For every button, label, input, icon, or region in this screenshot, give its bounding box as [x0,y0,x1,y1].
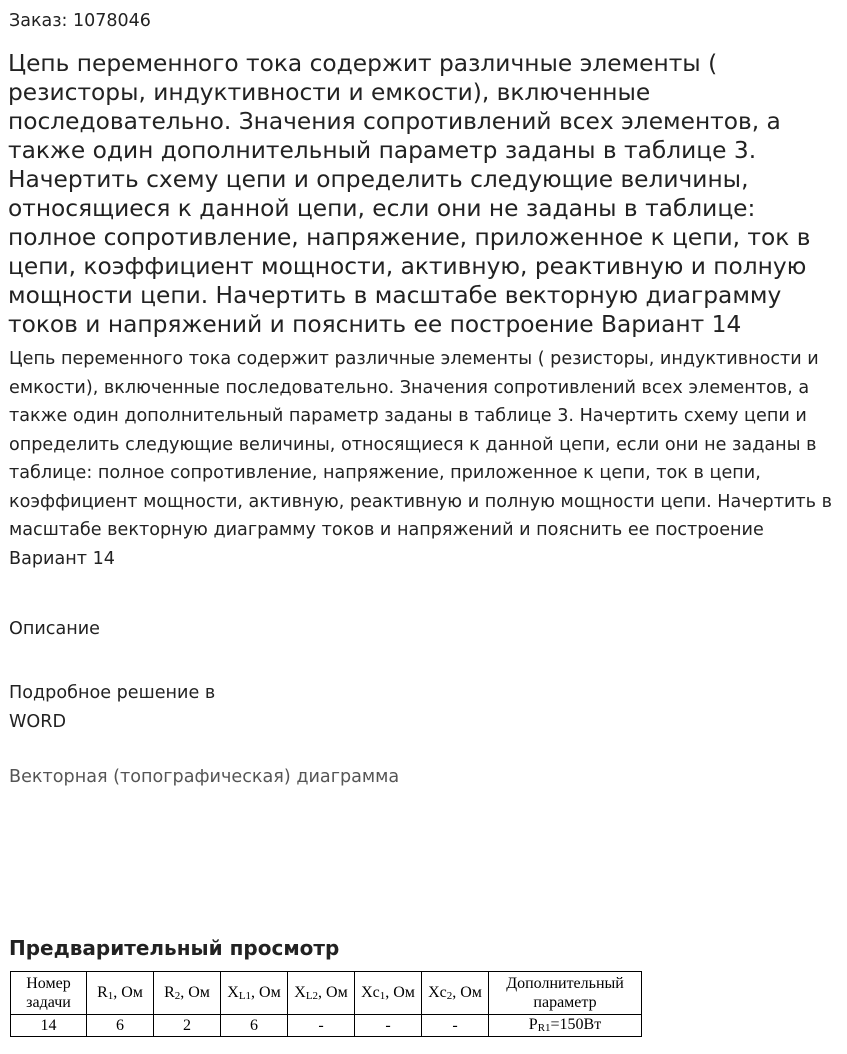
table-header-row [11,972,642,1015]
task-heading: Цепь переменного тока содержит различные элементы ( резисторы, индуктивности и емкости), включенные последовательно. Значения сопротивлений всех элементов, а также один дополнительный параметр заданы в таблице 3. Начертить схему цепи и определить следующие величины, относящиеся к данной цепи, если они не заданы в таблице: полное сопротивление, напряжение, приложенное к цепи, ток в цепи, коэффициент мощности, активную, реактивную и полную мощности цепи. Начертить в масштабе векторную диаграмму токов и напряжений и пояснить ее построение Вариант 14 [8,50,811,338]
solution-note: Подробное решение в WORD [9,683,216,732]
cell-extra-parameter: $P_{R1}=150Вт$ [489,1015,642,1037]
diagram-label: Векторная (топографическая) диаграмма [9,767,400,787]
header-xl1: $X_{L1}$, Ом [221,972,288,1015]
cell-xc1: - [355,1015,422,1037]
header-task-number: Номер задачи [11,972,87,1015]
header-extra-parameter: Дополнительный параметр [489,972,642,1015]
header-r2: $R_2$, Ом [154,972,221,1015]
header-xc2: $Xc_2$, Ом [422,972,489,1015]
cell-r1: 6 [87,1015,154,1037]
header-r1: $R_1$, Ом [87,972,154,1015]
cell-xl2: - [288,1015,355,1037]
parameters-table [10,971,642,1037]
cell-xc2: - [422,1015,489,1037]
description-label: Описание [9,619,101,639]
header-xl2: $X_{L2}$, Ом [288,972,355,1015]
cell-task-number: 14 [11,1015,87,1037]
cell-r2: 2 [154,1015,221,1037]
table-row [11,1015,642,1037]
order-number: Заказ: 1078046 [9,11,151,31]
header-xc1: $Xc_1$, Ом [355,972,422,1015]
task-description: Цепь переменного тока содержит различные элементы ( резисторы, индуктивности и емкости), включенные последовательно. Значения сопротивлений всех элементов, а также один дополнительный параметр заданы в таблице 3. Начертить схему цепи и определить следующие величины, относящиеся к данной цепи, если они не заданы в таблице: полное сопротивление, напряжение, приложенное к цепи, ток в цепи, коэффициент мощности, активную, реактивную и полную мощности цепи. Начертить в масштабе векторную диаграмму токов и напряжений и пояснить ее построение Вариант 14 [9,349,832,569]
cell-xl1: 6 [221,1015,288,1037]
preview-title: Предварительный просмотр [9,936,340,960]
